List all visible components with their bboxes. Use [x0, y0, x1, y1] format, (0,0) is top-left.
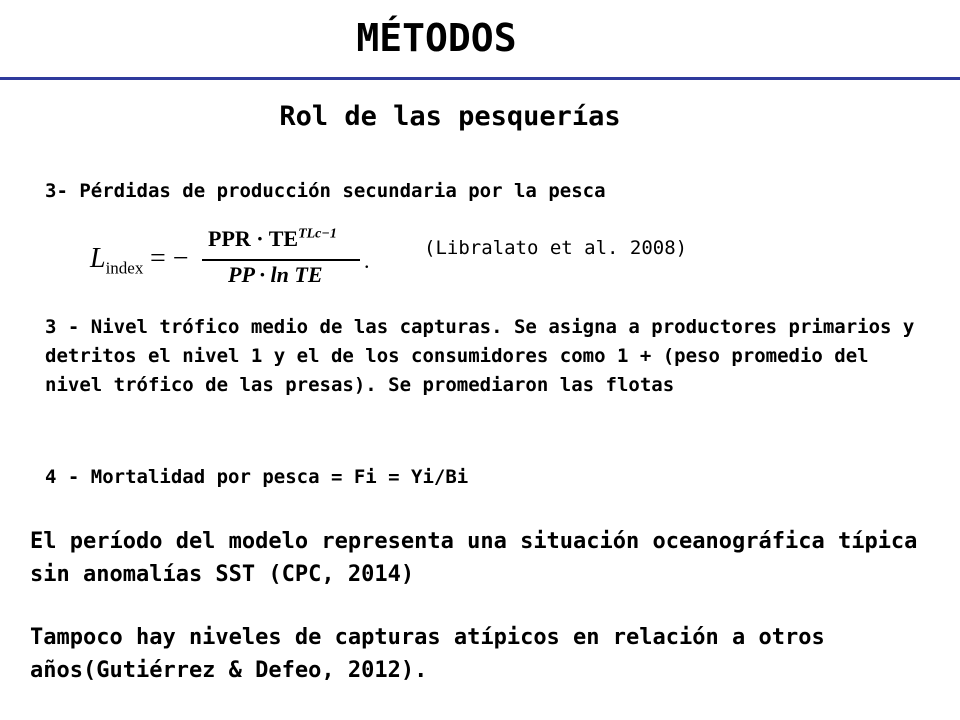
- item-secondary-production-loss: 3- Pérdidas de producción secundaria por la pesca: [45, 180, 606, 202]
- paragraph-catch-levels: Tampoco hay niveles de capturas atípicos en relación a otros años(Gutiérrez & Defeo, 2012).: [30, 625, 825, 683]
- slide-title: MÉTODOS: [356, 16, 517, 60]
- l-index-formula: [90, 226, 390, 288]
- formula-denominator: PP · ln TE: [228, 262, 323, 287]
- slide-subtitle: Rol de las pesquerías: [279, 101, 621, 132]
- formula-period: .: [364, 248, 370, 273]
- formula-fraction-bar: [202, 259, 360, 261]
- item-fishing-mortality: 4 - Mortalidad por pesca = Fi = Yi/Bi: [45, 466, 469, 488]
- item-mean-trophic-level: 3 - Nivel trófico medio de las capturas. Se asigna a productores primarios y detritos el nivel 1 y el de los consumidores como 1 + (peso promedio del nivel trófico de las presas). Se promediaron las flotas: [45, 316, 915, 396]
- formula-numerator: PPR · $TE^{TLc-1}$: [208, 226, 337, 251]
- formula-equals: = −: [150, 243, 189, 274]
- formula-lhs: $L_{index}$: [90, 243, 144, 278]
- paragraph-model-period: El período del modelo representa una situación oceanográfica típica sin anomalías SST (CPC, 2014): [30, 529, 918, 587]
- citation: (Libralato et al. 2008): [424, 237, 688, 259]
- title-divider: [0, 77, 960, 80]
